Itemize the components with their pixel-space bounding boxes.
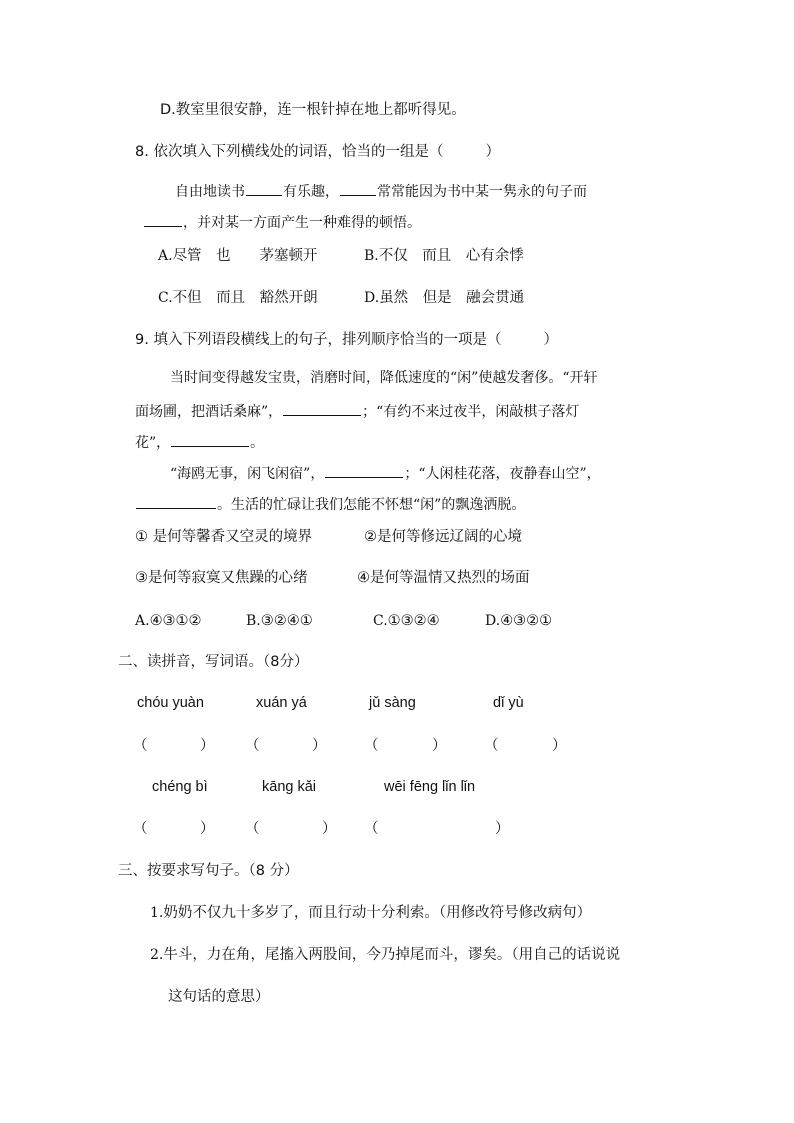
answer-box-7-close: ） bbox=[495, 821, 510, 837]
q9-answer-c-label: C. bbox=[373, 613, 388, 629]
q9-passage-line2 bbox=[135, 401, 579, 422]
q8-option-d bbox=[364, 288, 524, 308]
q9-answer-b-text: ③②④① bbox=[260, 613, 313, 629]
q9-answer-d-label: D. bbox=[485, 613, 501, 629]
q8-blank-1[interactable] bbox=[246, 181, 282, 196]
pinyin-xuanya: xuán yá bbox=[256, 695, 307, 711]
q8-passage-b: 有乐趣， bbox=[283, 184, 339, 200]
q8-passage-d: ，并对某一方面产生一种难得的顿悟。 bbox=[183, 215, 421, 231]
q7-option-d: D.教室里很安静，连一根针掉在地上都听得见。 bbox=[160, 102, 466, 118]
q8-blank-2[interactable] bbox=[340, 181, 376, 196]
answer-box-2-open: （ bbox=[245, 738, 260, 754]
q9-choice-3: ③是何等寂寞又焦躁的心绪 bbox=[135, 570, 308, 586]
section3-item-1 bbox=[150, 903, 591, 923]
q9-answer-b bbox=[246, 611, 313, 631]
q8-stem bbox=[135, 142, 500, 162]
pinyin-diyu: dǐ yù bbox=[493, 695, 524, 711]
q9-passage-line4 bbox=[170, 463, 601, 484]
q9-p2b: ；“有约不来过夜半，闲敲棋子落灯 bbox=[362, 404, 580, 420]
q9-answer-a-label: A. bbox=[135, 613, 150, 629]
answer-box-3-close: ） bbox=[432, 738, 447, 754]
q8-option-b-label: B. bbox=[364, 248, 379, 264]
q8-option-d-text: 虽然 但是 融会贯通 bbox=[379, 290, 525, 306]
q9-p2a: 面场圃，把酒话桑麻”， bbox=[135, 404, 283, 420]
q9-p3b: 。 bbox=[250, 435, 265, 451]
answer-box-5-close: ） bbox=[200, 821, 215, 837]
section3-heading: 三、按要求写句子。（8 分） bbox=[118, 863, 299, 879]
q9-stem-close: ） bbox=[543, 332, 558, 348]
q8-option-a-label: A. bbox=[158, 248, 173, 264]
section2-heading: 二、读拼音，写词语。（8分） bbox=[118, 654, 309, 670]
q8-passage-line1 bbox=[175, 181, 587, 202]
q8-option-c bbox=[158, 288, 318, 308]
q8-option-a-text: 尽管 也 茅塞顿开 bbox=[172, 248, 318, 264]
q9-answer-d-text: ④③②① bbox=[500, 613, 553, 629]
q9-choice-2: ②是何等修远辽阔的心境 bbox=[364, 529, 522, 545]
answer-box-7-open: （ bbox=[364, 821, 379, 837]
pinyin-jusang: jǔ sàng bbox=[369, 695, 416, 711]
pinyin-weifenglinlin: wēi fēng lǐn lǐn bbox=[384, 779, 476, 795]
answer-box-1-open: （ bbox=[133, 738, 148, 754]
q8-option-d-label: D. bbox=[364, 290, 380, 306]
q9-answer-d bbox=[485, 611, 552, 631]
q9-choice-4: ④是何等温情又热烈的场面 bbox=[357, 570, 530, 586]
q8-option-c-text: 不但 而且 豁然开朗 bbox=[172, 290, 318, 306]
q9-answer-c-text: ①③②④ bbox=[387, 613, 440, 629]
pinyin-kangkai: kāng kǎi bbox=[262, 779, 317, 795]
q8-blank-3[interactable] bbox=[144, 212, 182, 227]
answer-box-4-open: （ bbox=[484, 738, 499, 754]
q9-stem bbox=[135, 330, 558, 350]
pinyin-choyuan: chóu yuàn bbox=[137, 695, 204, 711]
pinyin-chengbi: chéng bì bbox=[152, 779, 208, 795]
q8-passage-c: 常常能因为书中某一隽永的句子而 bbox=[377, 184, 587, 200]
answer-box-2-close: ） bbox=[312, 738, 327, 754]
section3-item-2 bbox=[150, 945, 620, 965]
answer-box-6-open: （ bbox=[245, 821, 260, 837]
q8-option-a bbox=[158, 246, 318, 266]
q9-answer-b-label: B. bbox=[246, 613, 261, 629]
section3-item-1-text: 奶奶不仅九十多岁了，而且行动十分利索。（用修改符号修改病句） bbox=[163, 905, 592, 921]
q8-option-c-label: C. bbox=[158, 290, 173, 306]
q9-answer-a-text: ④③①② bbox=[149, 613, 202, 629]
q9-answer-c bbox=[373, 611, 440, 631]
q9-passage-line5 bbox=[135, 494, 525, 515]
q9-choice-1: ① 是何等馨香又空灵的境界 bbox=[135, 529, 313, 545]
answer-box-6-close: ） bbox=[322, 821, 337, 837]
q9-blank-4[interactable] bbox=[136, 494, 216, 509]
answer-box-3-open: （ bbox=[364, 738, 379, 754]
q9-answer-a bbox=[135, 611, 202, 631]
q9-blank-1[interactable] bbox=[283, 401, 361, 416]
q9-blank-2[interactable] bbox=[171, 432, 249, 447]
q9-blank-3[interactable] bbox=[325, 463, 403, 478]
answer-box-1-close: ） bbox=[200, 738, 215, 754]
q8-passage-line2 bbox=[143, 212, 421, 233]
q9-p4b: ；“人闲桂花落，夜静春山空”， bbox=[404, 466, 601, 482]
section3-item-2-num: 2. bbox=[150, 947, 164, 963]
q9-passage-line1: 当时间变得越发宝贵，消磨时间，降低速度的“闲”使越发奢侈。“开轩 bbox=[170, 370, 598, 386]
section3-item-1-num: 1. bbox=[150, 905, 164, 921]
q8-passage-a: 自由地读书 bbox=[175, 184, 245, 200]
q8-option-b bbox=[364, 246, 524, 266]
q9-p5b: 。生活的忙碌让我们怎能不怀想“闲”的飘逸洒脱。 bbox=[217, 497, 526, 513]
q9-p4a: “海鸥无事，闲飞闲宿”， bbox=[170, 466, 325, 482]
q8-stem-text: 8. 依次填入下列横线处的词语，恰当的一组是（ bbox=[135, 144, 444, 160]
q9-p3a: 花”， bbox=[135, 435, 171, 451]
answer-box-5-open: （ bbox=[133, 821, 148, 837]
q8-option-b-text: 不仅 而且 心有余悸 bbox=[378, 248, 524, 264]
q8-stem-close: ） bbox=[485, 144, 500, 160]
section3-item-2-cont: 这句话的意思） bbox=[168, 989, 270, 1005]
section3-item-2-text: 牛斗，力在角，尾搐入两股间，今乃掉尾而斗，谬矣。（用自己的话说说 bbox=[163, 947, 621, 963]
q9-passage-line3 bbox=[135, 432, 264, 453]
q9-stem-text: 9. 填入下列语段横线上的句子，排列顺序恰当的一项是（ bbox=[135, 332, 502, 348]
answer-box-4-close: ） bbox=[552, 738, 567, 754]
